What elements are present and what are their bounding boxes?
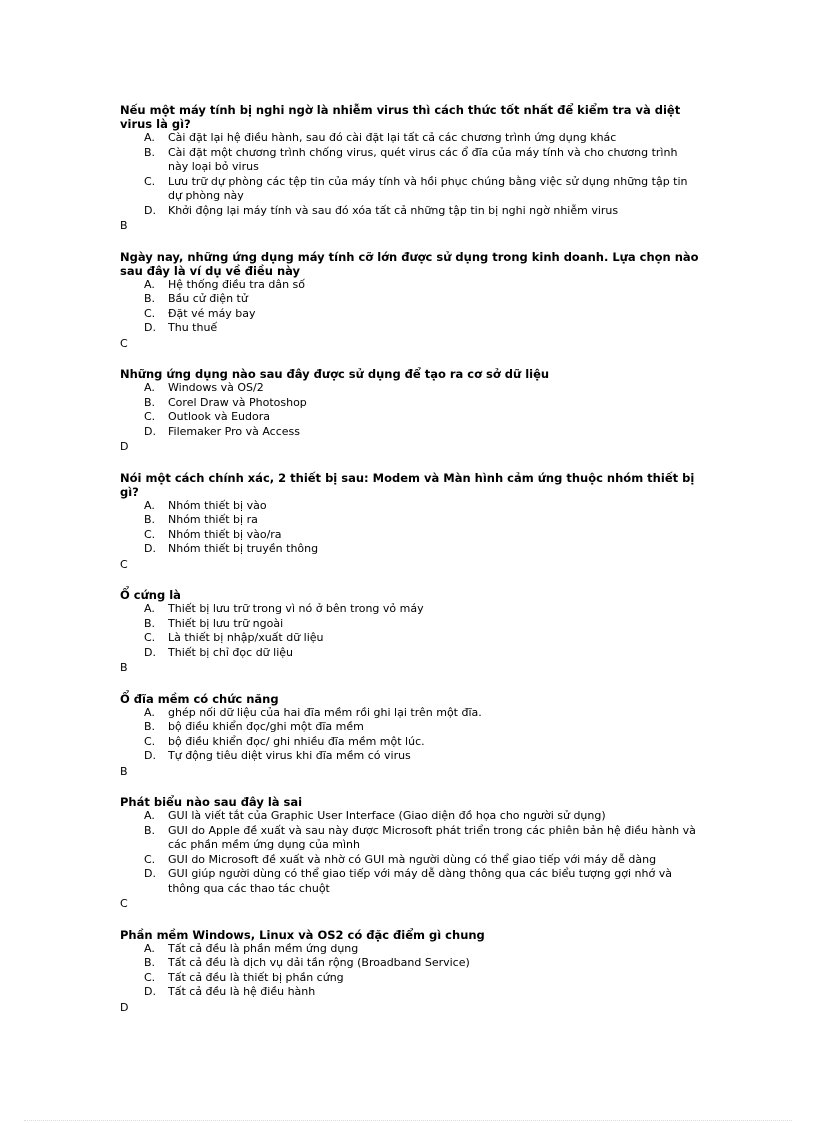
option-letter: D.: [144, 424, 156, 438]
option-text: Thiết bị lưu trữ trong vì nó ở bên trong vỏ máy: [168, 602, 424, 615]
answer-key: B: [120, 764, 128, 778]
option-letter: C.: [144, 852, 156, 866]
question-block: [120, 588, 700, 676]
question-text: Nếu một máy tính bị nghi ngờ là nhiễm virus thì cách thức tốt nhất để kiểm tra và diệt virus là gì?: [120, 103, 681, 131]
option-list: [120, 942, 700, 1000]
option-letter: A.: [144, 498, 155, 512]
option-letter: B.: [144, 292, 156, 305]
answer-key: C: [120, 897, 128, 910]
option-text: Nhóm thiết bị ra: [168, 513, 258, 526]
option-letter: B.: [144, 823, 156, 837]
option-text: Cài đặt lại hệ điều hành, sau đó cài đặt lại tất cả các chương trình ứng dụng khác: [168, 131, 617, 144]
option-item: [120, 307, 700, 322]
option-item: [120, 175, 700, 204]
option-letter: B.: [144, 616, 156, 630]
option-letter: D.: [144, 749, 156, 762]
option-list: [120, 131, 700, 218]
option-letter: B.: [144, 720, 156, 733]
option-letter: C.: [144, 734, 156, 748]
option-text: Thu thuế: [168, 321, 218, 334]
question-text: Phần mềm Windows, Linux và OS2 có đặc điểm gì chung: [120, 927, 485, 942]
option-item: [120, 542, 700, 557]
option-text: bộ điều khiển đọc/ ghi nhiều đĩa mềm một lúc.: [168, 734, 425, 748]
answer-key: D: [120, 440, 129, 453]
question-block: [120, 471, 700, 573]
option-text: Khởi động lại máy tính và sau đó xóa tất cả những tập tin bị nghi ngờ nhiễm virus: [168, 203, 619, 217]
option-text: GUI do Microsoft đề xuất và nhờ có GUI mà người dùng có thể giao tiếp với máy dễ dàng: [168, 852, 657, 866]
option-item: [120, 631, 700, 646]
option-item: [120, 425, 700, 440]
option-text: Nhóm thiết bị truyền thông: [168, 542, 319, 555]
option-text: Tự động tiêu diệt virus khi đĩa mềm có virus: [168, 749, 411, 762]
question-block: [120, 928, 700, 1016]
option-text: Bầu cử điện tử: [168, 292, 248, 305]
option-list: [120, 602, 700, 660]
question-text: Phát biểu nào sau đây là sai: [120, 795, 303, 809]
option-letter: A.: [144, 131, 155, 144]
question-block: [120, 367, 700, 455]
option-item: [120, 131, 700, 146]
option-letter: D.: [144, 321, 156, 334]
option-text: ghép nối dữ liệu của hai đĩa mềm rồi ghi lại trên một đĩa.: [168, 705, 482, 719]
question-text: Ổ đĩa mềm có chức năng: [120, 691, 279, 706]
question-block: [120, 250, 700, 352]
answer-key: B: [120, 661, 128, 674]
option-text: Filemaker Pro và Access: [168, 424, 300, 438]
option-text: Tất cả đều là hệ điều hành: [168, 985, 316, 998]
question-list: [120, 103, 700, 1031]
option-text: Tất cả đều là dịch vụ dải tần rộng (Broadband Service): [168, 956, 470, 969]
option-letter: B.: [144, 513, 156, 526]
option-text: Thiết bị chỉ đọc dữ liệu: [168, 645, 293, 659]
option-text: Tất cả đều là thiết bị phần cứng: [168, 970, 344, 984]
option-letter: C.: [144, 174, 156, 188]
option-text: Corel Draw và Photoshop: [168, 395, 307, 409]
option-item: [120, 720, 700, 735]
option-letter: D.: [144, 867, 156, 880]
option-item: [120, 204, 700, 219]
option-item: [120, 617, 700, 632]
option-text: Hệ thống điều tra dân số: [168, 277, 306, 291]
answer-key: C: [120, 557, 128, 571]
answer-key: B: [120, 219, 128, 232]
option-letter: C.: [144, 306, 156, 320]
question-block: [120, 103, 700, 234]
option-item: [120, 146, 700, 175]
question-block: [120, 692, 700, 780]
option-letter: A.: [144, 941, 155, 955]
option-letter: D.: [144, 985, 156, 998]
option-item: [120, 321, 700, 336]
question-text: Nói một cách chính xác, 2 thiết bị sau: Modem và Màn hình cảm ứng thuộc nhóm thiết bị gì?: [120, 470, 695, 499]
option-item: [120, 706, 700, 721]
option-item: [120, 853, 700, 868]
option-item: [120, 513, 700, 528]
option-item: [120, 602, 700, 617]
answer-key: C: [120, 336, 128, 350]
option-text: GUI do Apple đề xuất và sau này được Microsoft phát triển trong các phiên bản hệ điều hành và các phần mềm ứng dụng của mình: [168, 823, 696, 851]
option-item: [120, 749, 700, 764]
question-text: Ngày nay, những ứng dụng máy tính cỡ lớn được sử dụng trong kinh doanh. Lựa chọn nào sau đây là ví dụ về điều này: [120, 249, 699, 278]
page-bottom-divider: [24, 1120, 792, 1121]
option-item: [120, 528, 700, 543]
option-letter: A.: [144, 705, 155, 719]
option-text: Nhóm thiết bị vào/ra: [168, 527, 282, 541]
option-text: Tất cả đều là phần mềm ứng dụng: [168, 941, 359, 955]
option-list: [120, 278, 700, 336]
option-letter: D.: [144, 645, 156, 659]
question-text: Ổ cứng là: [120, 588, 181, 602]
option-item: [120, 809, 700, 824]
option-item: [120, 735, 700, 750]
option-list: [120, 499, 700, 557]
option-text: Lưu trữ dự phòng các tệp tin của máy tính và hồi phục chúng bằng việc sử dụng những tập tin dự phòng này: [168, 174, 688, 202]
option-letter: B.: [144, 145, 156, 159]
option-letter: D.: [144, 203, 156, 217]
option-text: Đặt vé máy bay: [168, 306, 256, 320]
option-letter: C.: [144, 527, 156, 541]
answer-key: D: [120, 1000, 129, 1014]
option-item: [120, 396, 700, 411]
option-letter: C.: [144, 970, 156, 984]
option-item: [120, 985, 700, 1000]
option-letter: C.: [144, 410, 156, 423]
option-text: Cài đặt một chương trình chống virus, quét virus các ổ đĩa của máy tính và cho chương trình này loại bỏ virus: [168, 145, 678, 173]
option-list: [120, 809, 700, 896]
option-text: Thiết bị lưu trữ ngoài: [168, 616, 284, 630]
option-text: bộ điều khiển đọc/ghi một đĩa mềm: [168, 720, 364, 733]
option-item: [120, 278, 700, 293]
option-item: [120, 824, 700, 853]
option-item: [120, 867, 700, 896]
question-block: [120, 795, 700, 912]
option-letter: A.: [144, 381, 155, 394]
option-item: [120, 646, 700, 661]
option-item: [120, 381, 700, 396]
option-text: GUI giúp người dùng có thể giao tiếp với máy dễ dàng thông qua các biểu tượng gợi nhớ và thông qua các thao tác chuột: [168, 867, 672, 895]
option-list: [120, 381, 700, 439]
question-text: Những ứng dụng nào sau đây được sử dụng để tạo ra cơ sở dữ liệu: [120, 367, 550, 381]
option-letter: B.: [144, 956, 156, 969]
option-item: [120, 971, 700, 986]
option-list: [120, 706, 700, 764]
option-item: [120, 292, 700, 307]
option-text: Là thiết bị nhập/xuất dữ liệu: [168, 631, 324, 644]
option-item: [120, 942, 700, 957]
option-letter: C.: [144, 631, 156, 644]
option-letter: B.: [144, 395, 156, 409]
option-item: [120, 956, 700, 971]
option-letter: A.: [144, 809, 155, 822]
option-text: Nhóm thiết bị vào: [168, 498, 267, 512]
option-letter: A.: [144, 277, 155, 291]
option-text: Windows và OS/2: [168, 381, 264, 394]
option-text: Outlook và Eudora: [168, 410, 270, 423]
option-item: [120, 410, 700, 425]
option-item: [120, 499, 700, 514]
option-letter: A.: [144, 602, 155, 615]
option-text: GUI là viết tắt của Graphic User Interface (Giao diện đồ họa cho người sử dụng): [168, 809, 606, 822]
option-letter: D.: [144, 542, 156, 555]
